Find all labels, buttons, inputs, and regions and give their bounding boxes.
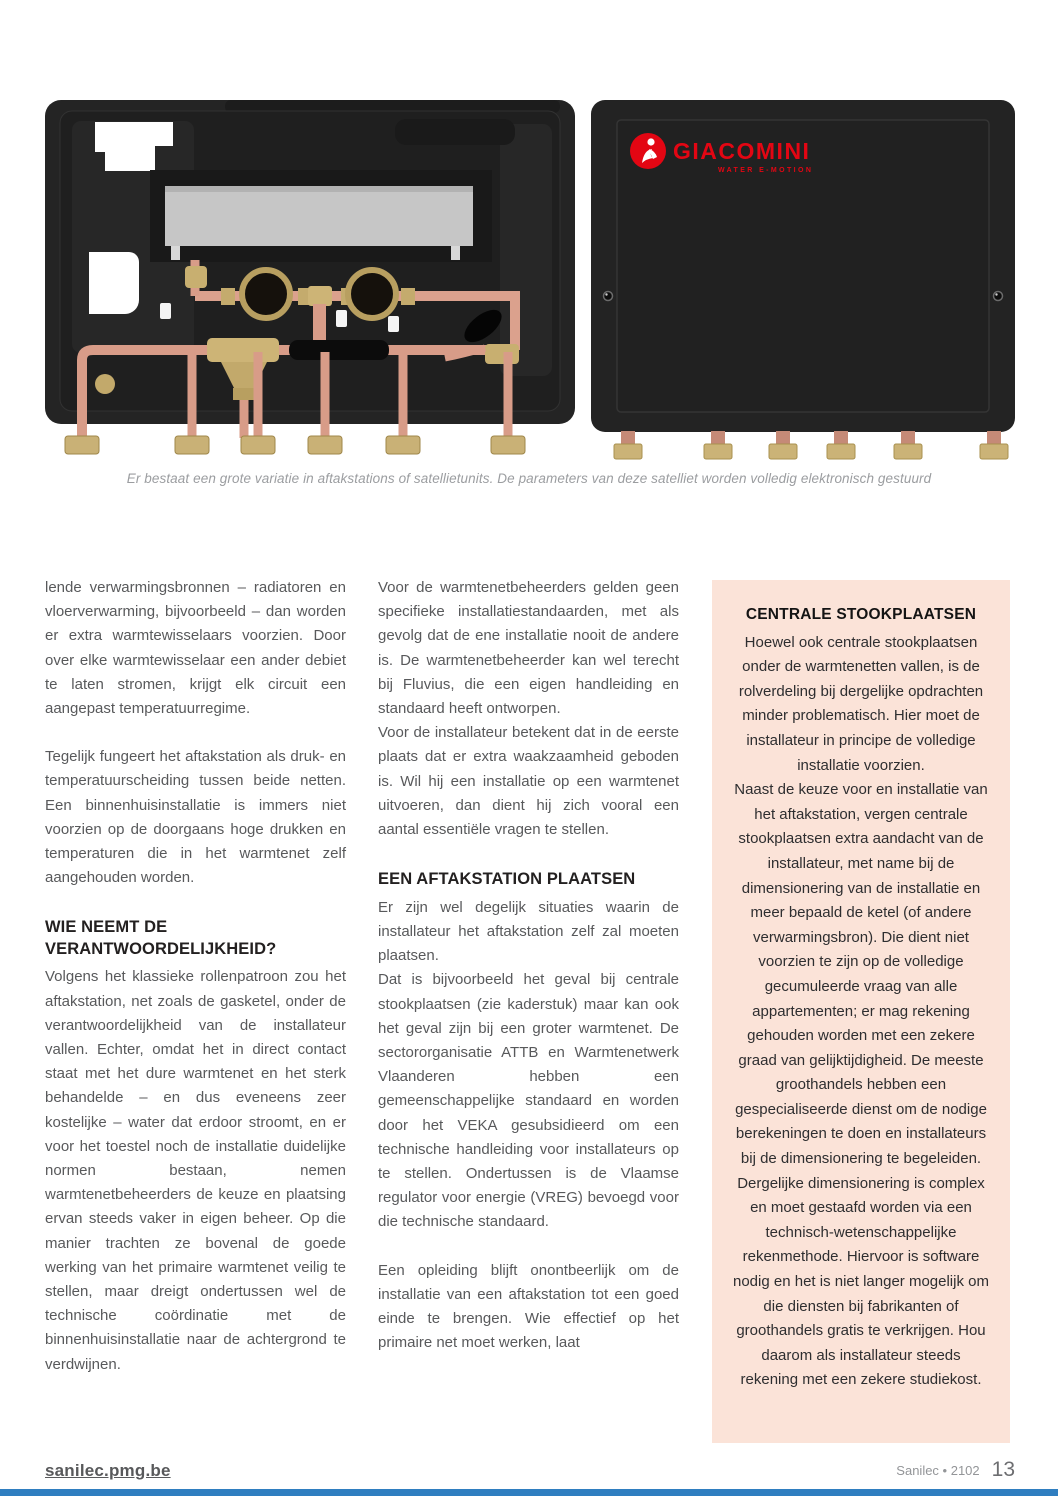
product-photo-closed-unit <box>591 100 1015 460</box>
paragraph: Tegelijk fungeert het aftakstation als druk- en temperatuurscheiding tussen beide netten. Een binnenhuisinstallatie is immers niet voorzien op de doorgaans hoge drukken en temperaturen die in het warmtenet zelf aangehouden worden. <box>45 748 346 887</box>
bottom-connectors-right-unit <box>614 431 1008 459</box>
pump-left <box>242 270 290 318</box>
paragraph: Een opleiding blijft onontbeerlijk om de installatie van een aftakstation tot een goed einde te brengen. Wie effectief op het primaire net moet werken, laat <box>378 1261 679 1352</box>
article-column-2 <box>378 576 679 1355</box>
heat-exchanger <box>165 186 473 246</box>
giacomini-tagline-text: WATER E-MOTION <box>718 167 814 174</box>
insulated-pipe-section <box>289 340 389 360</box>
page-number: 13 <box>991 1458 1015 1481</box>
paragraph: Dat is bijvoorbeeld het geval bij centrale stookplaatsen (zie kaderstuk) maar kan ook het geval zijn bij een groter warmtenet. De sectororganisatie ATTB en Warmtenetwerk Vlaanderen hebben een gemeenschappelijke standaard en worden door het VEKA gesubsidieerd om een technische handleiding voor installateurs op te stellen. Ondertussen is de Vlaamse regulator voor energie (VREG) bevoegd voor die technische standaard. <box>378 971 679 1231</box>
page-footer <box>45 1458 1015 1488</box>
paragraph: Volgens het klassieke rollenpatroon zou het aftakstation, net zoals de gasketel, onder de verantwoordelijkheid van de installateur vallen. Echter, omdat het in direct contact staat met het dure warmtenet en het sterk behandelde – en dus eveneens zeer kostelijke – water dat erdoor stroomt, en er voor het toestel noch de installatie duidelijke normen bestaan, nemen warmtenetbeheerders de keuze en plaatsing ervan steeds vaker in eigen beheer. Op die manier trachten ze bovenal de goede werking van het primaire warmtenet veilig te stellen, maar dreigt ondertussen wel de technische coördinatie met de binnenhuisinstallatie naar de achtergrond te verdwijnen. <box>45 968 346 1373</box>
bottom-connectors-left-unit <box>65 436 525 454</box>
section-heading-placing-station: EEN AFTAKSTATION PLAATSEN <box>378 870 636 889</box>
article-column-1 <box>45 576 346 1377</box>
brass-valve <box>207 338 279 362</box>
footer-issue-info <box>896 1458 1015 1482</box>
paragraph: Voor de warmtenetbeheerders gelden geen specifieke installatiestandaarden, met als gevolg dat de ene installatie nooit de andere is. De warmtenetbeheerder kan wel terecht bij Fluvius, die een eigen handleiding en standaard heeft ontworpen. <box>378 579 679 718</box>
sidebar-paragraph: Hoewel ook centrale stookplaatsen onder de warmtenetten vallen, is de rolverdeling bij dergelijke opdrachten minder problematisch. Hier moet de installateur in principe de volledige installatie voorzien. <box>738 633 984 774</box>
sidebar-box-central-boiler-rooms <box>712 580 1010 1443</box>
photo-caption: Er bestaat een grote variatie in aftakstations of satellietunits. De parameters van deze satelliet worden volledig elektronisch gestuurd <box>126 471 932 486</box>
paragraph: Voor de installateur betekent dat in de eerste plaats dat er extra waakzaamheid geboden is. Wil hij een installatie op een warmtenet uitvoeren, dan dient hij zich vooral een aantal essentiële vragen te stellen. <box>378 724 679 839</box>
footer-website-link[interactable]: sanilec.pmg.be <box>45 1461 171 1480</box>
product-photo-open-unit <box>45 100 575 460</box>
giacomini-logo-text: GIACOMINI <box>673 138 811 164</box>
open-unit-illustration <box>45 100 575 460</box>
issue-label: Sanilec • 2102 <box>896 1462 980 1478</box>
sidebar-heading: CENTRALE STOOKPLAATSEN <box>745 606 977 623</box>
closed-unit-illustration <box>591 100 1015 460</box>
sidebar-paragraph: Naast de keuze voor en installatie van het aftakstation, vergen centrale stookplaatsen extra aandacht van de installateur, met name bij de dimensionering van de installatie en meer bepaald de ketel (of andere verwarmingsbron). Die dient niet voorzien te zijn op de volledige gecumuleerde vraag van alle appartementen; er mag rekening gehouden worden met een zekere graad van gelijktijdigheid. De meeste groothandels hebben een gespecialiseerde dienst om de nodige berekeningen te doen en installateurs bij de dimensionering te begeleiden. <box>734 781 988 1168</box>
paragraph: Er zijn wel degelijk situaties waarin de installateur het aftakstation zelf zal moeten plaatsen. <box>378 898 679 965</box>
section-heading-responsibility: WIE NEEMT DE VERANTWOORDELIJKHEID? <box>45 918 277 958</box>
paragraph: lende verwarmingsbronnen – radiatoren en vloerverwarming, bijvoorbeeld – dan worden er extra warmtewisselaars voorzien. Door over elke warmtewisselaar een ander debiet te laten stromen, krijgt elk circuit een aangepast temperatuurregime. <box>45 579 346 718</box>
sidebar-paragraph: Dergelijke dimensionering is complex en moet gestaafd worden via een technisch-wetenschappelijke rekenmethode. Hiervoor is software nodig en het is niet langer mogelijk om die diensten bij fabrikanten of groothandels gratis te verkrijgen. Hou daarom als installateur steeds rekening met een zekere studiekost. <box>733 1174 989 1389</box>
bottom-accent-bar <box>0 1489 1058 1496</box>
foam-cutout-bottom <box>89 252 139 314</box>
pump-right <box>348 270 396 318</box>
